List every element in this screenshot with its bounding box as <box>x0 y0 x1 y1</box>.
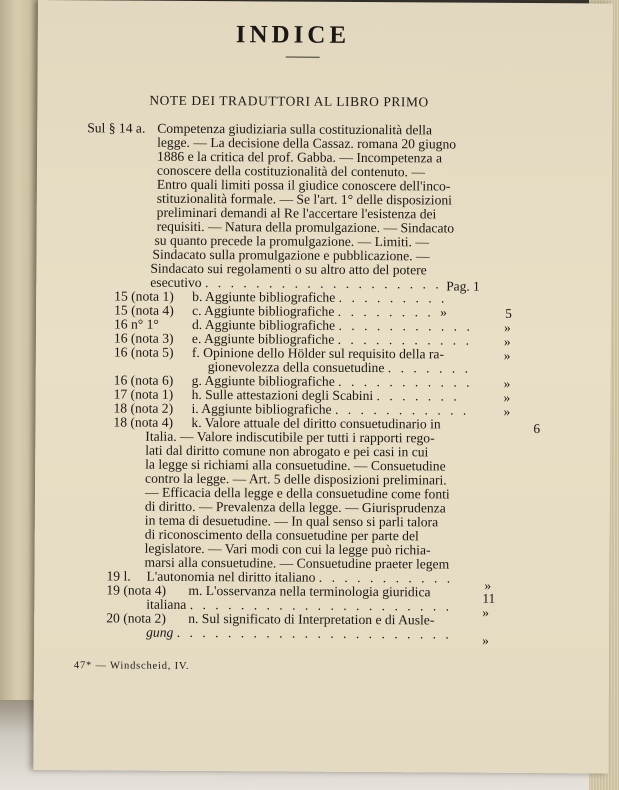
note-body-line: in tema di desuetudine. — In qual senso si parli talora <box>144 512 439 530</box>
note-text: g. Aggiunte bibliografiche . . . . . . . . . . . <box>191 372 473 390</box>
note-ref: 19 l. <box>106 568 131 584</box>
page-number: 5 <box>505 305 512 321</box>
note-ref: 19 (nota 4) <box>106 582 167 598</box>
page-number: » <box>503 403 511 419</box>
note-ref: 16 (nota 6) <box>113 372 174 388</box>
note-text: n. Sul significato di Interpretation e di Ausle- <box>188 610 435 628</box>
note-body-line: lati dal diritto comune non abrogato e pei casi in cui <box>145 442 429 460</box>
note-ref: 20 (nota 2) <box>106 610 166 626</box>
note-text: d. Aggiunte bibliografiche . . . . . . . . . . . <box>191 316 473 334</box>
note-ref: 15 (nota 4) <box>114 302 174 318</box>
page-number: » <box>503 347 511 363</box>
entry-line: requisiti. — Natura della promulgazione. — Sindacato <box>156 218 455 236</box>
entry-line: Sindacato sulla promulgazione e pubblicazione. — <box>152 246 430 264</box>
note-text: e. Aggiunte bibliografiche . . . . . . . . . . . <box>191 330 473 348</box>
page-number: » <box>503 319 511 335</box>
note-text: f. Opinione dello Hölder sul requisito della ra- <box>191 344 445 362</box>
note-text: gung . . . . . . . . . . . . . . . . . . . . . . <box>146 624 452 642</box>
page-title: INDICE <box>235 21 351 49</box>
note-text: L'autonomia nel diritto italiano . . . . . . . . . . . <box>146 568 454 586</box>
entry-line: legge. — La decisione della Cassaz. romana 20 giugno <box>157 134 457 152</box>
note-body-line: Italia. — Valore indiscutibile per tutti i rapporti rego- <box>145 428 435 446</box>
page-number: » <box>484 577 492 593</box>
title-rule <box>286 57 320 58</box>
note-ref: 18 (nota 4) <box>113 414 174 430</box>
note-body-line: marsi alla consuetudine. — Consuetudine praeter legem <box>144 554 450 572</box>
note-body-line: — Efficacia della legge e della consuetudine come fonti <box>144 484 450 502</box>
page-number: » <box>482 604 490 620</box>
entry-line: Entro quali limiti possa il giudice conoscere dell'inco- <box>156 176 451 194</box>
page-number: 11 <box>482 590 496 606</box>
entry-line: Competenza giudiziaria sulla costituzionalità della <box>157 120 433 138</box>
note-ref: 18 (nota 2) <box>113 400 174 416</box>
page-number: » <box>503 333 511 349</box>
note-body-line: contro la legge. — Art. 5 delle disposizioni preliminari. <box>145 470 447 488</box>
page-footer: 47* — Windscheid, IV. <box>73 660 190 672</box>
note-text: italiana . . . . . . . . . . . . . . . . . . . . . <box>146 596 453 614</box>
page-number: » <box>503 375 511 391</box>
page-ref: Pag. 1 <box>446 278 480 294</box>
note-ref: 15 (nota 1) <box>114 288 174 304</box>
note-text: h. Sulle attestazioni degli Scabini . . . . . . . <box>191 386 460 404</box>
entry-line: Sindacato sui regolamenti o su altro atto del potere <box>150 260 427 278</box>
note-text: k. Valore attuale del diritto consuetudinario in <box>191 414 441 432</box>
note-body-line: di riconoscimento della consuetudine per parte del <box>144 526 419 544</box>
note-text: i. Aggiunte bibliografiche . . . . . . . . . . . <box>191 400 470 418</box>
entry-line: su quanto precede la promulgazione. — Limiti. — <box>154 232 430 250</box>
note-ref: 16 (nota 3) <box>113 330 174 346</box>
note-text: c. Aggiunte bibliografiche . . . . . . . . » <box>192 302 451 320</box>
note-text: b. Aggiunte bibliografiche . . . . . . . . . <box>192 288 448 306</box>
entry-label: Sul § 14 a. <box>87 120 146 136</box>
note-body-line: la legge si richiami alla consuetudine. — Consuetudine <box>145 456 446 474</box>
entry-line: conoscere della costituzionalità del contenuto. — <box>156 162 426 180</box>
book-page <box>33 0 613 773</box>
note-body-line: di diritto. — Prevalenza della legge. — Giurisprudenza <box>144 498 446 516</box>
note-ref: 16 (nota 5) <box>113 344 174 360</box>
page-number: » <box>503 389 511 405</box>
entry-line: esecutivo . . . . . . . . . . . . . . . . . . . <box>150 274 442 292</box>
note-text: m. L'osservanza nella terminologia giuridica <box>188 582 431 600</box>
entry-line: stituzionalità formale. — Se l'art. 1° delle disposizioni <box>156 190 453 208</box>
note-text: gionevolezza della consuetudine . . . . . . . <box>207 359 472 376</box>
entry-line: 1886 e la critica del prof. Gabba. — Incompetenza a <box>157 148 443 166</box>
entry-line: preliminari demandi al Re l'accertare l'esistenza dei <box>156 204 437 222</box>
page-number: 6 <box>533 421 541 437</box>
note-ref: 17 (nota 1) <box>113 386 174 402</box>
note-body-line: legislatore. — Vari modi con cui la legge può richia- <box>144 540 431 558</box>
section-subtitle: NOTE DEI TRADUTTORI AL LIBRO PRIMO <box>149 92 429 110</box>
page-number: » <box>482 632 489 648</box>
note-ref: 16 n° 1° <box>113 316 159 332</box>
